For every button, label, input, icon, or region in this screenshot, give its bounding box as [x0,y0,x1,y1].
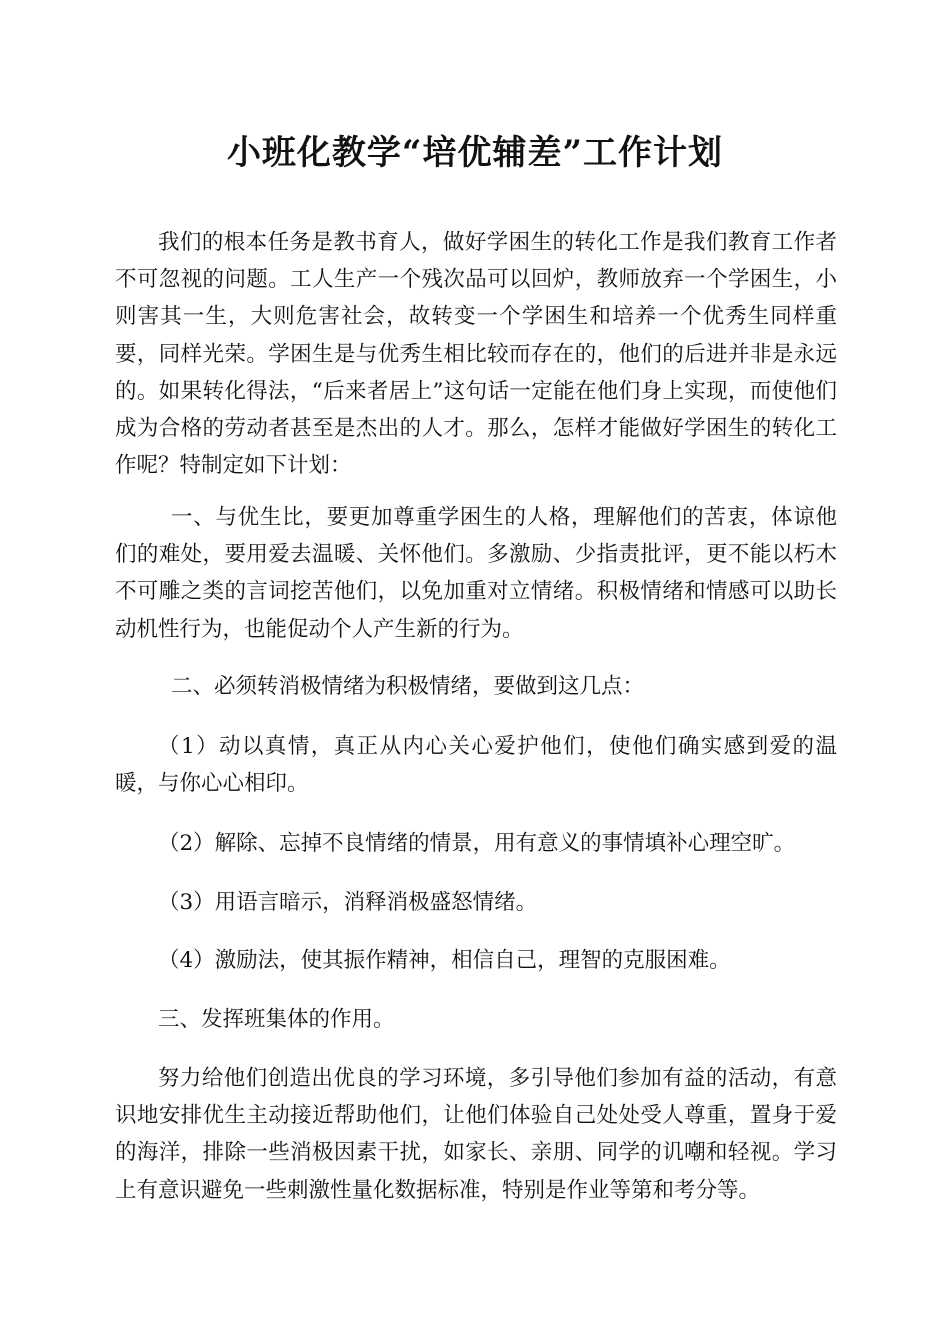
paragraph-intro: 我们的根本任务是教书育人，做好学困生的转化工作是我们教育工作者不可忽视的问题。工人生产一个残次品可以回炉，教师放弃一个学困生，小则害其一生，大则危害社会，故转变一个学困生和培养一个优秀生同样重要，同样光荣。学困生是与优秀生相比较而存在的，他们的后进并非是永远的。如果转化得法，“后来者居上”这句话一定能在他们身上实现，而使他们成为合格的劳动者甚至是杰出的人才。那么，怎样才能做好学困生的转化工作呢？特制定如下计划： [115,230,837,479]
paragraph-point-three: 三、发挥班集体的作用。 [158,1007,395,1032]
paragraph-item-1: （1）动以真情，真正从内心关心爱护他们，使他们确实感到爱的温暖，与你心心相印。 [115,734,837,797]
paragraph-item-2: （2）解除、忘掉不良情绪的情景，用有意义的事情填补心理空旷。 [158,831,796,856]
paragraph-item-4: （4）激励法，使其振作精神，相信自己，理智的克服困难。 [158,948,731,973]
paragraph-point-one: 一、与优生比，要更加尊重学困生的人格，理解他们的苦衷，体谅他们的难处，要用爱去温暖、关怀他们。多激励、少指责批评，更不能以朽木不可雕之类的言词挖苦他们，以免加重对立情绪。积极情绪和情感可以助长动机性行为，也能促动个人产生新的行为。 [115,505,837,642]
paragraph-item-3: （3）用语言暗示，消释消极盛怒情绪。 [158,890,538,915]
paragraph-closing: 努力给他们创造出优良的学习环境，多引导他们参加有益的活动，有意识地安排优生主动接近帮助他们，让他们体验自己处处受人尊重，置身于爱的海洋，排除一些消极因素干扰，如家长、亲朋、同学的讥嘲和轻视。学习上有意识避免一些刺激性量化数据标准，特别是作业等第和考分等。 [115,1066,837,1203]
paragraph-point-two: 二、必须转消极情绪为积极情绪，要做到这几点： [171,674,645,699]
document-title: 小班化教学“培优辅差”工作计划 [226,133,724,173]
